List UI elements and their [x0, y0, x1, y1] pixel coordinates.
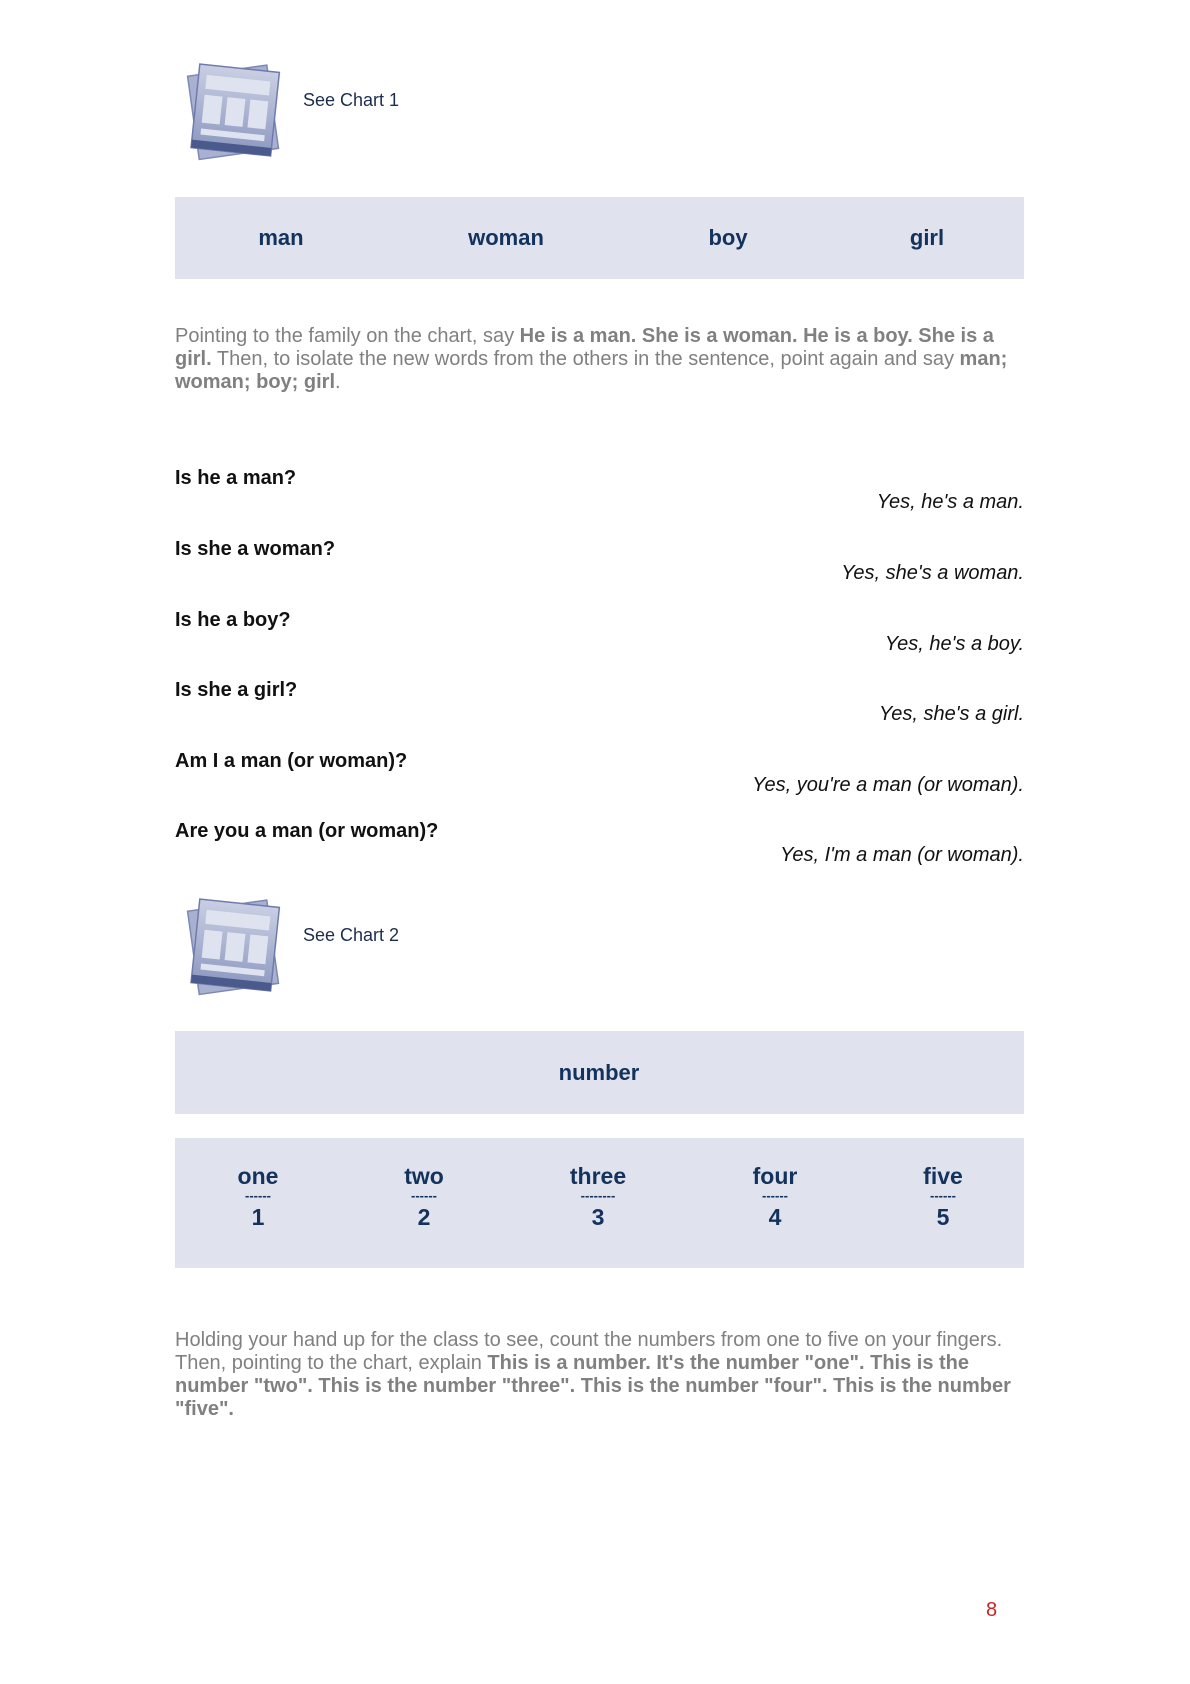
qa-item: [175, 538, 1024, 584]
number-word: four: [752, 1163, 798, 1189]
number-divider: ------: [930, 1188, 956, 1203]
chart-1-label: See Chart 1: [303, 90, 400, 110]
number-divider: ------: [411, 1188, 437, 1203]
vocabulary-box-number: [175, 1031, 1024, 1114]
answer: Yes, she's a woman.: [841, 562, 1024, 584]
qa-item: [175, 679, 1024, 725]
question: Are you a man (or woman)?: [175, 820, 439, 842]
question: Am I a man (or woman)?: [175, 750, 408, 772]
answer: Yes, he's a man.: [876, 491, 1024, 513]
vocabulary-box-family: [175, 197, 1024, 279]
chart-stack-icon: [185, 60, 285, 164]
number-item: [923, 1163, 963, 1232]
para1-text-2: Then, to isolate the new words from the others in the sentence, point again and say: [211, 348, 960, 370]
chart-2-reference: [175, 895, 575, 1005]
para1-text-1: Pointing to the family on the chart, say: [175, 325, 520, 347]
number-digit: 3: [591, 1204, 605, 1230]
answer: Yes, she's a girl.: [879, 703, 1024, 725]
answer: Yes, I'm a man (or woman).: [780, 844, 1024, 866]
number-divider: ------: [762, 1188, 788, 1203]
answer: Yes, you're a man (or woman).: [752, 774, 1024, 796]
para2-text-1: Holding your hand up for the class to see, count the numbers from one to five on your fingers. Then, pointing to the chart, explain: [175, 1329, 1003, 1374]
vocab-word-woman: woman: [468, 225, 544, 250]
number-word: five: [923, 1163, 963, 1189]
question: Is she a girl?: [175, 679, 298, 701]
instruction-paragraph-1: [175, 325, 1024, 394]
number-divider: --------: [580, 1188, 616, 1203]
chart-2-label: See Chart 2: [303, 925, 400, 945]
chart-1-reference: [175, 60, 575, 170]
vocab-word-boy: boy: [708, 225, 748, 250]
question: Is he a man?: [175, 467, 297, 489]
chart-stack-icon: [185, 895, 285, 999]
qa-item: [175, 467, 1024, 513]
instruction-paragraph-2: [175, 1329, 1024, 1421]
qa-item: [175, 820, 1024, 866]
para1-bold-2: man; woman; boy; girl: [175, 348, 1008, 393]
number-digit: 1: [251, 1204, 265, 1230]
vocab-word-number: number: [558, 1059, 640, 1085]
number-item: [570, 1163, 626, 1232]
number-item: [753, 1163, 798, 1232]
number-digit: 4: [768, 1204, 782, 1230]
number-divider: ------: [245, 1188, 271, 1203]
number-word: two: [404, 1163, 444, 1189]
vocab-word-man: man: [258, 225, 304, 250]
question: Is he a boy?: [175, 609, 291, 631]
para1-text-3: .: [335, 371, 341, 393]
question: Is she a woman?: [175, 538, 336, 560]
vocab-word-girl: girl: [909, 225, 945, 250]
answer: Yes, he's a boy.: [884, 633, 1024, 655]
para2-bold-1: This is a number. It's the number "one". This is the number "two". This is the number "three". This is the number "four". This is the number "five".: [175, 1352, 1011, 1420]
page-number: 8: [986, 1599, 998, 1621]
qa-item: [175, 609, 1024, 655]
numbers-box: [175, 1138, 1024, 1268]
number-digit: 2: [417, 1204, 431, 1230]
qa-item: [175, 750, 1024, 796]
para1-bold-1: He is a man. She is a woman. He is a boy. She is a girl.: [175, 325, 994, 370]
number-item: [238, 1163, 279, 1232]
number-item: [404, 1163, 444, 1232]
number-word: three: [569, 1163, 627, 1189]
number-word: one: [237, 1163, 279, 1189]
number-digit: 5: [936, 1204, 950, 1230]
